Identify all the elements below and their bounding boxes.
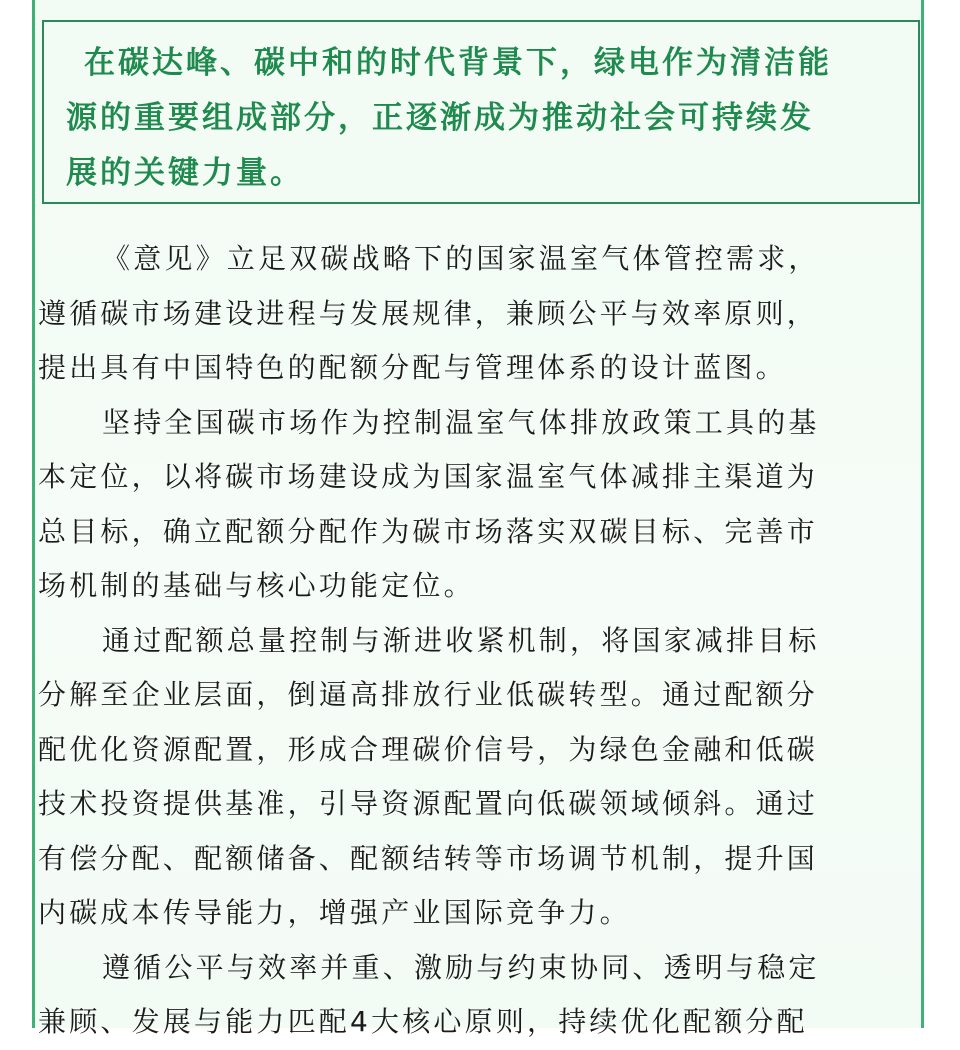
- paragraph-2: [38, 396, 928, 614]
- paragraph-3-text: 通过配额总量控制与渐进收紧机制，将国家减排目标 分解至企业层面，倒逼高排放行业低碳转型。通过配额分 配优化资源配置，形成合理碳价信号，为绿色金融和低碳 技术投资提供基准，引导资源配置向低碳领域倾斜。通过 有偿分配、配额储备、配额结转等市场调节机制，提升国 内碳成本传导能力，增强产业国际竞争力。: [38, 623, 820, 929]
- paragraph-3: [38, 614, 928, 941]
- paragraph-4: [38, 941, 928, 1050]
- highlight-text: 在碳达峰、碳中和的时代背景下，绿电作为清洁能 源的重要组成部分，正逐渐成为推动社会可持续发 展的关键力量。: [66, 45, 832, 191]
- paragraph-2-text: 坚持全国碳市场作为控制温室气体排放政策工具的基 本定位，以将碳市场建设成为国家温室气体减排主渠道为 总目标，确立配额分配作为碳市场落实双碳目标、完善市 场机制的基础与核心功能定位。: [38, 405, 820, 602]
- article-body: [38, 232, 928, 1050]
- paragraph-4-text: 遵循公平与效率并重、激励与约束协同、透明与稳定 兼顾、发展与能力匹配4大核心原则，持续优化配额分配: [38, 950, 820, 1038]
- paragraph-1-text: 《意见》立足双碳战略下的国家温室气体管控需求， 遵循碳市场建设进程与发展规律，兼顾公平与效率原则， 提出具有中国特色的配额分配与管理体系的设计蓝图。: [38, 242, 820, 384]
- paragraph-1: [38, 232, 928, 396]
